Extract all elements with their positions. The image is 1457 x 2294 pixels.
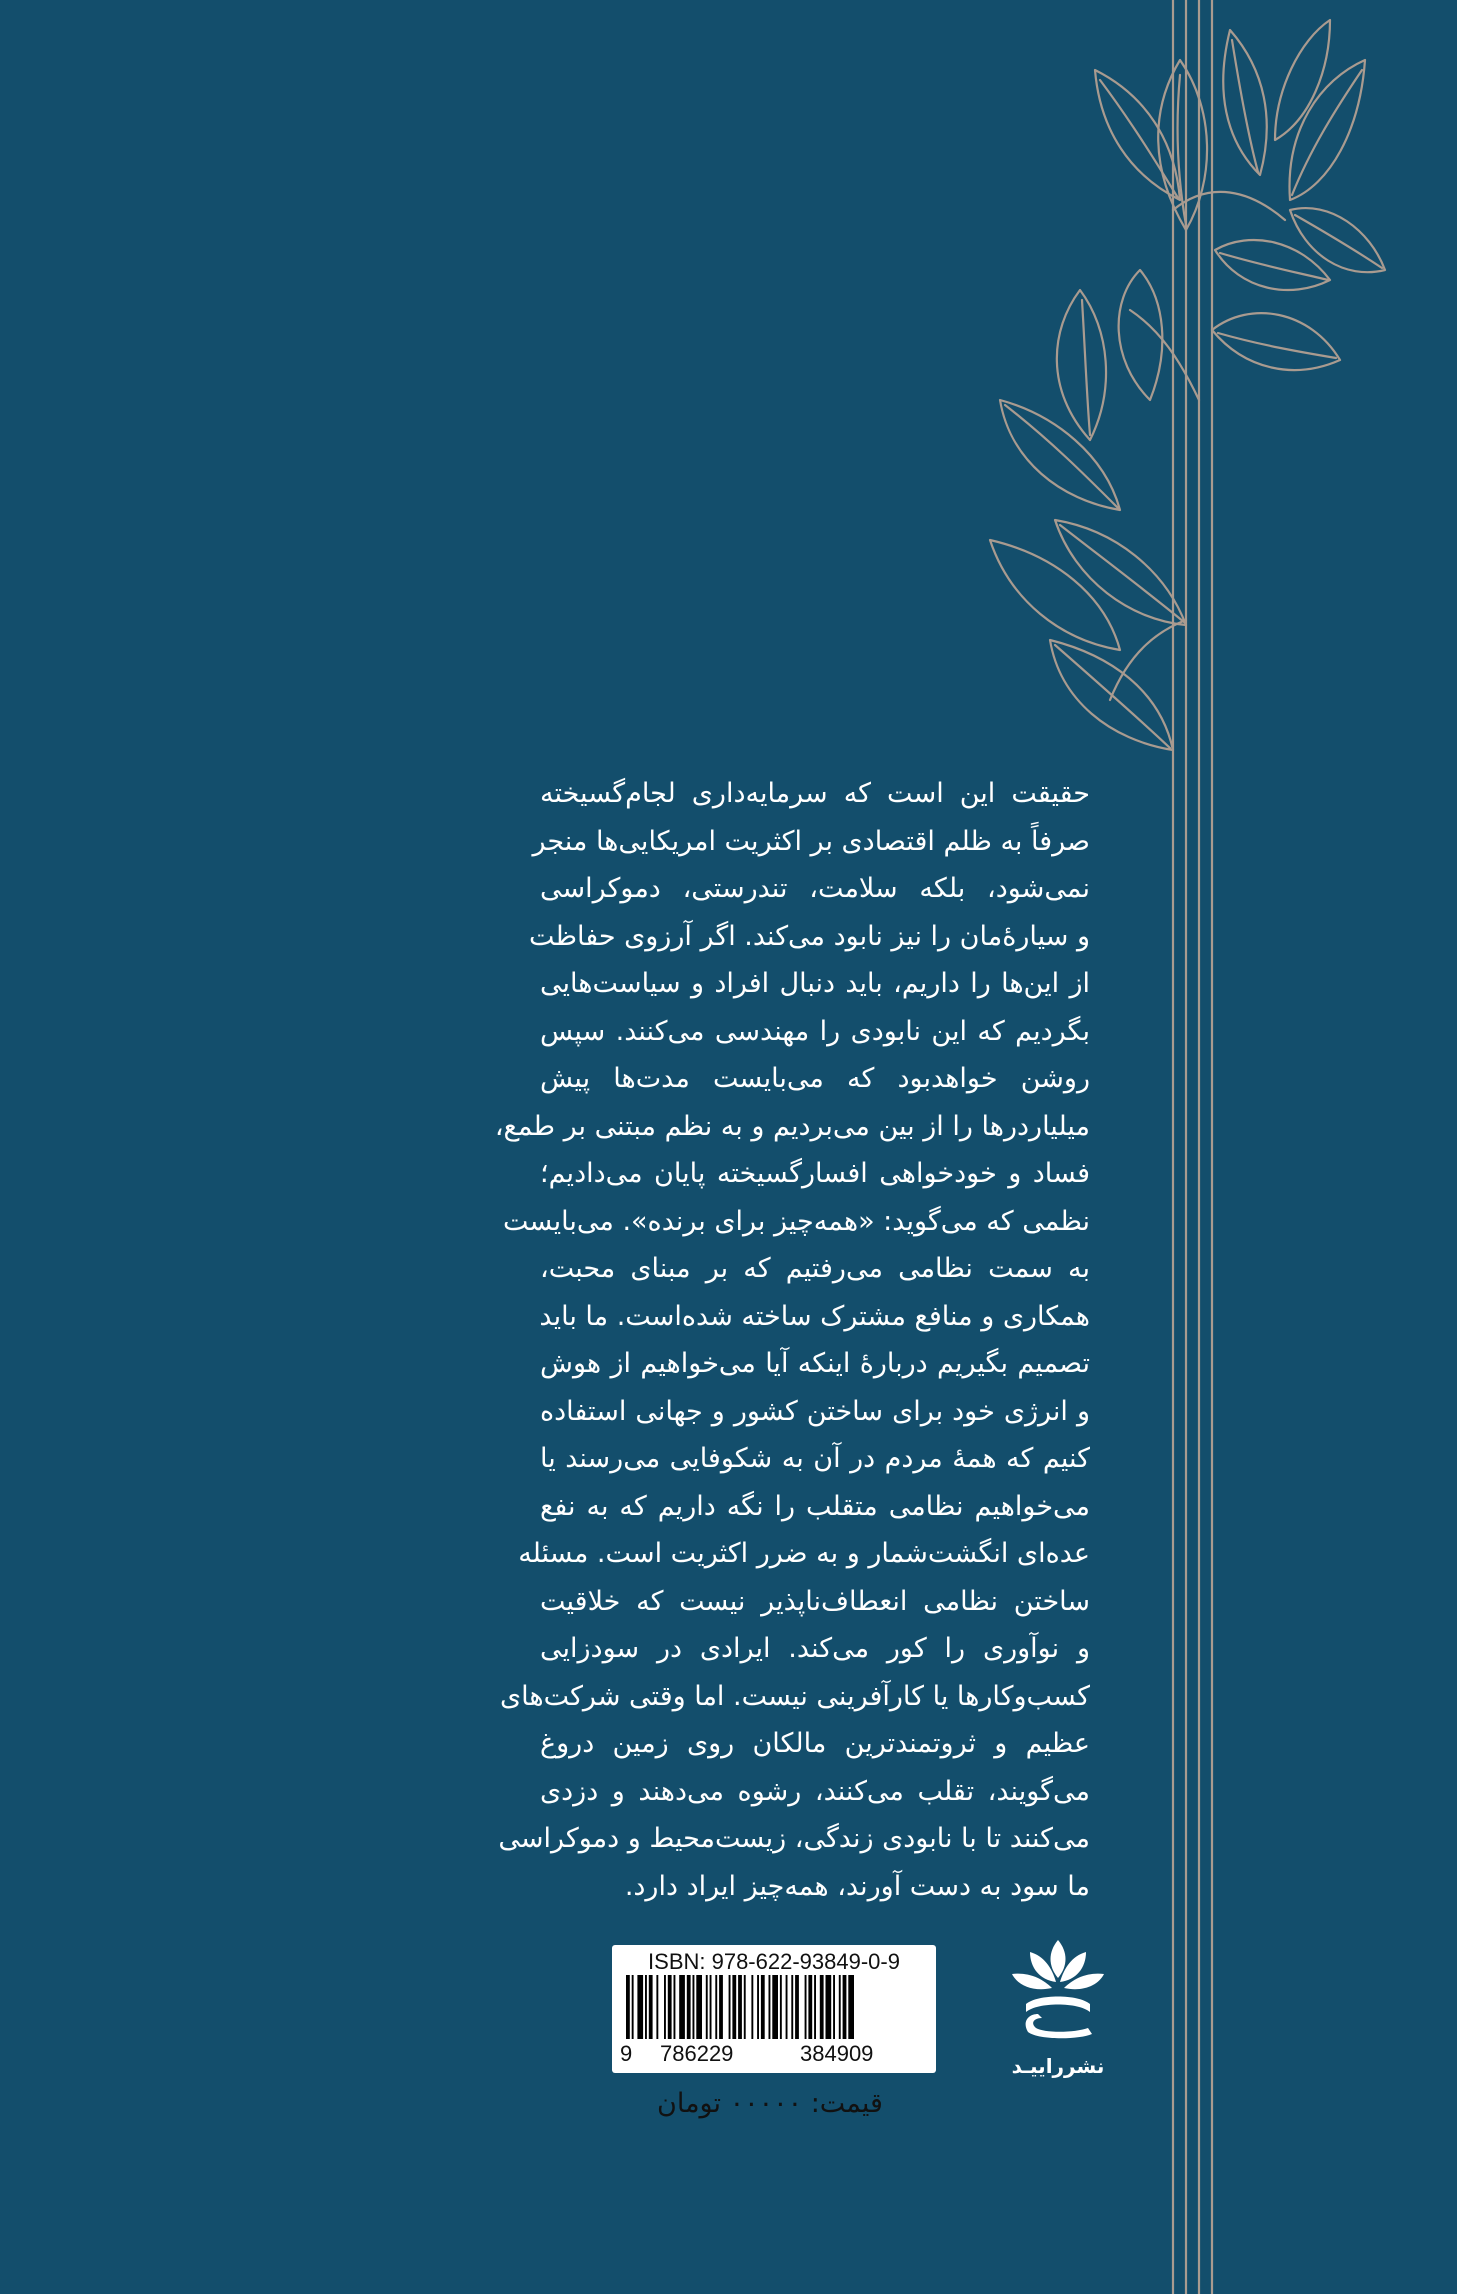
barcode-bar bbox=[738, 1975, 742, 2039]
blurb-line: می‌خواهیم نظامی متقلب را نگه داریم که به نفع bbox=[540, 1490, 1090, 1522]
blurb-line: تصمیم بگیریم دربارهٔ اینکه آیا می‌خواهیم از هوش bbox=[540, 1348, 1090, 1379]
leaf-11 bbox=[1119, 270, 1163, 400]
barcode-bar bbox=[645, 1975, 647, 2039]
publisher-name: نشرراییـد bbox=[1011, 2054, 1105, 2078]
lotus-icon bbox=[1008, 1938, 1108, 2048]
blurb-text bbox=[494, 770, 1090, 1910]
blurb-line: فساد و خودخواهی افسارگسیخته پایان می‌دادیم؛ bbox=[540, 1158, 1090, 1189]
barcode-bar bbox=[649, 1975, 653, 2039]
barcode-bar bbox=[795, 1975, 799, 2039]
branch-lower bbox=[1110, 620, 1186, 700]
leaf-8 bbox=[1212, 313, 1340, 370]
barcode-bar bbox=[656, 1975, 658, 2039]
publisher-logo bbox=[1008, 1938, 1108, 2078]
blurb-line: و نوآوری را کور می‌کند. ایرادی در سودزایی bbox=[540, 1633, 1090, 1664]
barcode-bar bbox=[744, 1975, 746, 2039]
blurb-line: صرفاً به ظلم اقتصادی بر اکثریت امریکایی‌ها منجر bbox=[532, 825, 1090, 857]
blurb-line: عده‌ای انگشت‌شمار و به ضرر اکثریت است. مسئله bbox=[518, 1538, 1090, 1569]
barcode-bar bbox=[757, 1975, 759, 2039]
blurb-line: ساختن نظامی انعطاف‌ناپذیر نیست که خلاقیت bbox=[540, 1585, 1090, 1617]
price-label: قیمت: ۰۰۰۰۰ تومان bbox=[657, 2088, 883, 2119]
barcode-bar bbox=[729, 1975, 731, 2039]
barcode-bar bbox=[664, 1975, 666, 2039]
barcode-bar bbox=[632, 1975, 634, 2039]
blurb-line: نمی‌شود، بلکه سلامت، تندرستی، دموکراسی bbox=[540, 873, 1090, 904]
blurb-line: همکاری و منافع مشترک ساخته شده‌است. ما باید bbox=[539, 1300, 1090, 1332]
blurb-line: میلیاردرها را از بین می‌بردیم و به نظم مبتنی بر طمع، bbox=[494, 1110, 1090, 1142]
blurb-line: و سیارهٔ‌مان را نیز نابود می‌کند. اگر آرزوی حفاظت bbox=[528, 920, 1090, 952]
barcode-bar bbox=[693, 1975, 695, 2039]
isbn-barcode bbox=[612, 1945, 936, 2073]
blurb-line: می‌گویند، تقلب می‌کنند، رشوه می‌دهند و دزدی bbox=[540, 1775, 1090, 1807]
barcode-bar bbox=[626, 1975, 630, 2039]
barcode-bar bbox=[719, 1975, 723, 2039]
barcode-digits-left: 786229 bbox=[660, 2041, 734, 2066]
branch-middle bbox=[1130, 310, 1199, 400]
branch-upper bbox=[1173, 192, 1285, 220]
barcode-bar bbox=[637, 1975, 643, 2039]
barcode-bar bbox=[761, 1975, 765, 2039]
blurb-line: کنیم که همهٔ مردم در آن به شکوفایی می‌رسند یا bbox=[540, 1443, 1090, 1474]
barcode-bar bbox=[833, 1975, 835, 2039]
blurb-line: حقیقت این است که سرمایه‌داری لجام‌گسیخته bbox=[540, 778, 1090, 809]
barcode-bar bbox=[820, 1975, 824, 2039]
blurb-line: می‌کنند تا با نابودی زندگی، زیست‌محیط و دموکراسی bbox=[498, 1823, 1090, 1854]
blurb-line: از این‌ها را داریم، باید دنبال افراد و سیاست‌هایی bbox=[540, 968, 1090, 999]
blurb-line: نظمی که می‌گوید: «همه‌چیز برای برنده». می‌بایست bbox=[503, 1205, 1090, 1237]
blurb-line: روشن خواهدبود که می‌بایست مدت‌ها پیش bbox=[540, 1063, 1090, 1094]
blurb-line: ما سود به دست آورند، همه‌چیز ایراد دارد. bbox=[624, 1870, 1090, 1902]
leaf-9 bbox=[1057, 290, 1106, 440]
barcode-bar bbox=[687, 1975, 691, 2039]
barcode-bars bbox=[626, 1975, 922, 2039]
blurb-line: و انرژی خود برای ساختن کشور و جهانی استفاده bbox=[540, 1395, 1090, 1427]
blurb-line: کسب‌وکارها یا کارآفرینی نیست. اما وقتی شرکت‌های bbox=[499, 1680, 1090, 1712]
barcode-bar bbox=[848, 1975, 854, 2039]
barcode-bar bbox=[715, 1975, 717, 2039]
barcode-bar bbox=[706, 1975, 708, 2039]
barcode-bar bbox=[814, 1975, 816, 2039]
barcode-bar bbox=[696, 1975, 702, 2039]
barcode-bar bbox=[805, 1975, 807, 2039]
barcode-bar bbox=[751, 1975, 753, 2039]
isbn-label: ISBN: 978-622-93849-0-9 bbox=[648, 1949, 900, 1974]
barcode-bar bbox=[769, 1975, 771, 2039]
barcode-bar bbox=[786, 1975, 788, 2039]
barcode-digits-right: 384909 bbox=[800, 2041, 874, 2066]
barcode-bar bbox=[780, 1975, 782, 2039]
blurb-line: به سمت نظامی می‌رفتیم که بر مبنای محبت، bbox=[540, 1253, 1090, 1284]
barcode-bar bbox=[674, 1975, 676, 2039]
barcode-bar bbox=[710, 1975, 712, 2039]
barcode-bar bbox=[679, 1975, 685, 2039]
blurb-line: عظیم و ثروتمندترین مالکان روی زمین دروغ bbox=[540, 1728, 1090, 1759]
barcode-digit-first: 9 bbox=[620, 2041, 633, 2066]
barcode-bar bbox=[808, 1975, 812, 2039]
leaf-3 bbox=[1223, 30, 1267, 175]
barcode-bar bbox=[843, 1975, 847, 2039]
barcode-bar bbox=[839, 1975, 841, 2039]
barcode-bar bbox=[732, 1975, 736, 2039]
barcode-bar bbox=[791, 1975, 793, 2039]
blurb-line: بگردیم که این نابودی را مهندسی می‌کنند. سپس bbox=[540, 1015, 1090, 1047]
barcode-bar bbox=[826, 1975, 832, 2039]
barcode-bar bbox=[668, 1975, 672, 2039]
barcode-bar bbox=[772, 1975, 778, 2039]
